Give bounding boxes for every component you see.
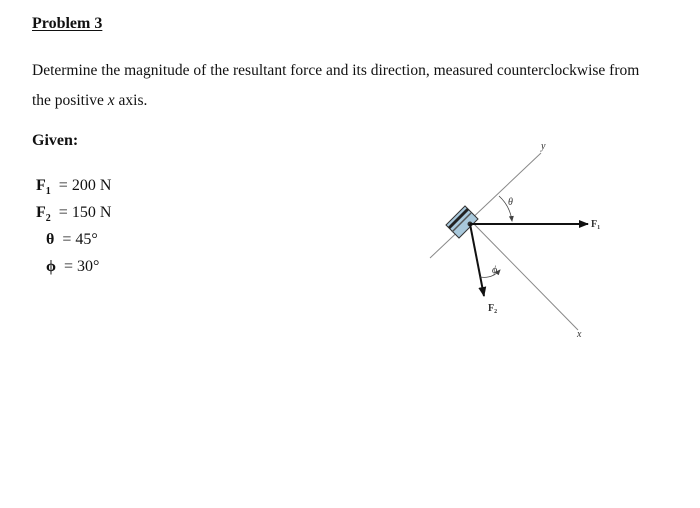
problem-title: Problem 3 bbox=[32, 15, 103, 32]
given-value: 45° bbox=[75, 231, 98, 248]
f1-label: $F_1$ bbox=[591, 219, 601, 231]
phi-label: ϕ bbox=[492, 265, 498, 276]
statement-line-2: the positive x axis. bbox=[32, 92, 148, 109]
given-value: 150 N bbox=[71, 204, 112, 221]
theta-label: θ bbox=[508, 197, 513, 208]
x-axis-variable: x bbox=[107, 92, 115, 109]
support-block bbox=[446, 206, 478, 238]
statement-line-1: Determine the magnitude of the resultant force and its direction, measured counterclockwise from bbox=[32, 62, 640, 79]
x-axis-label: x bbox=[577, 329, 582, 340]
f2-label: $F_2$ bbox=[488, 303, 498, 315]
y-axis-line bbox=[430, 153, 541, 258]
given-symbol: ϕ bbox=[46, 258, 56, 275]
given-symbol: $F_1$ bbox=[36, 177, 51, 198]
y-axis-label: y bbox=[541, 141, 546, 152]
f2-arrow bbox=[470, 224, 484, 296]
given-value: 30° bbox=[77, 258, 100, 275]
given-item-phi: ϕ = 30° bbox=[36, 253, 111, 280]
given-item-f2: $F_2 = 150$ N bbox=[36, 199, 111, 226]
given-symbol: θ bbox=[46, 231, 55, 248]
given-symbol: $F_2$ bbox=[36, 204, 51, 225]
given-value: 200 N bbox=[71, 177, 112, 194]
given-item-f1: $F_1 = 200$ N bbox=[36, 172, 111, 199]
given-heading: Given: bbox=[32, 132, 79, 149]
given-item-theta: θ = 45° bbox=[36, 226, 111, 253]
